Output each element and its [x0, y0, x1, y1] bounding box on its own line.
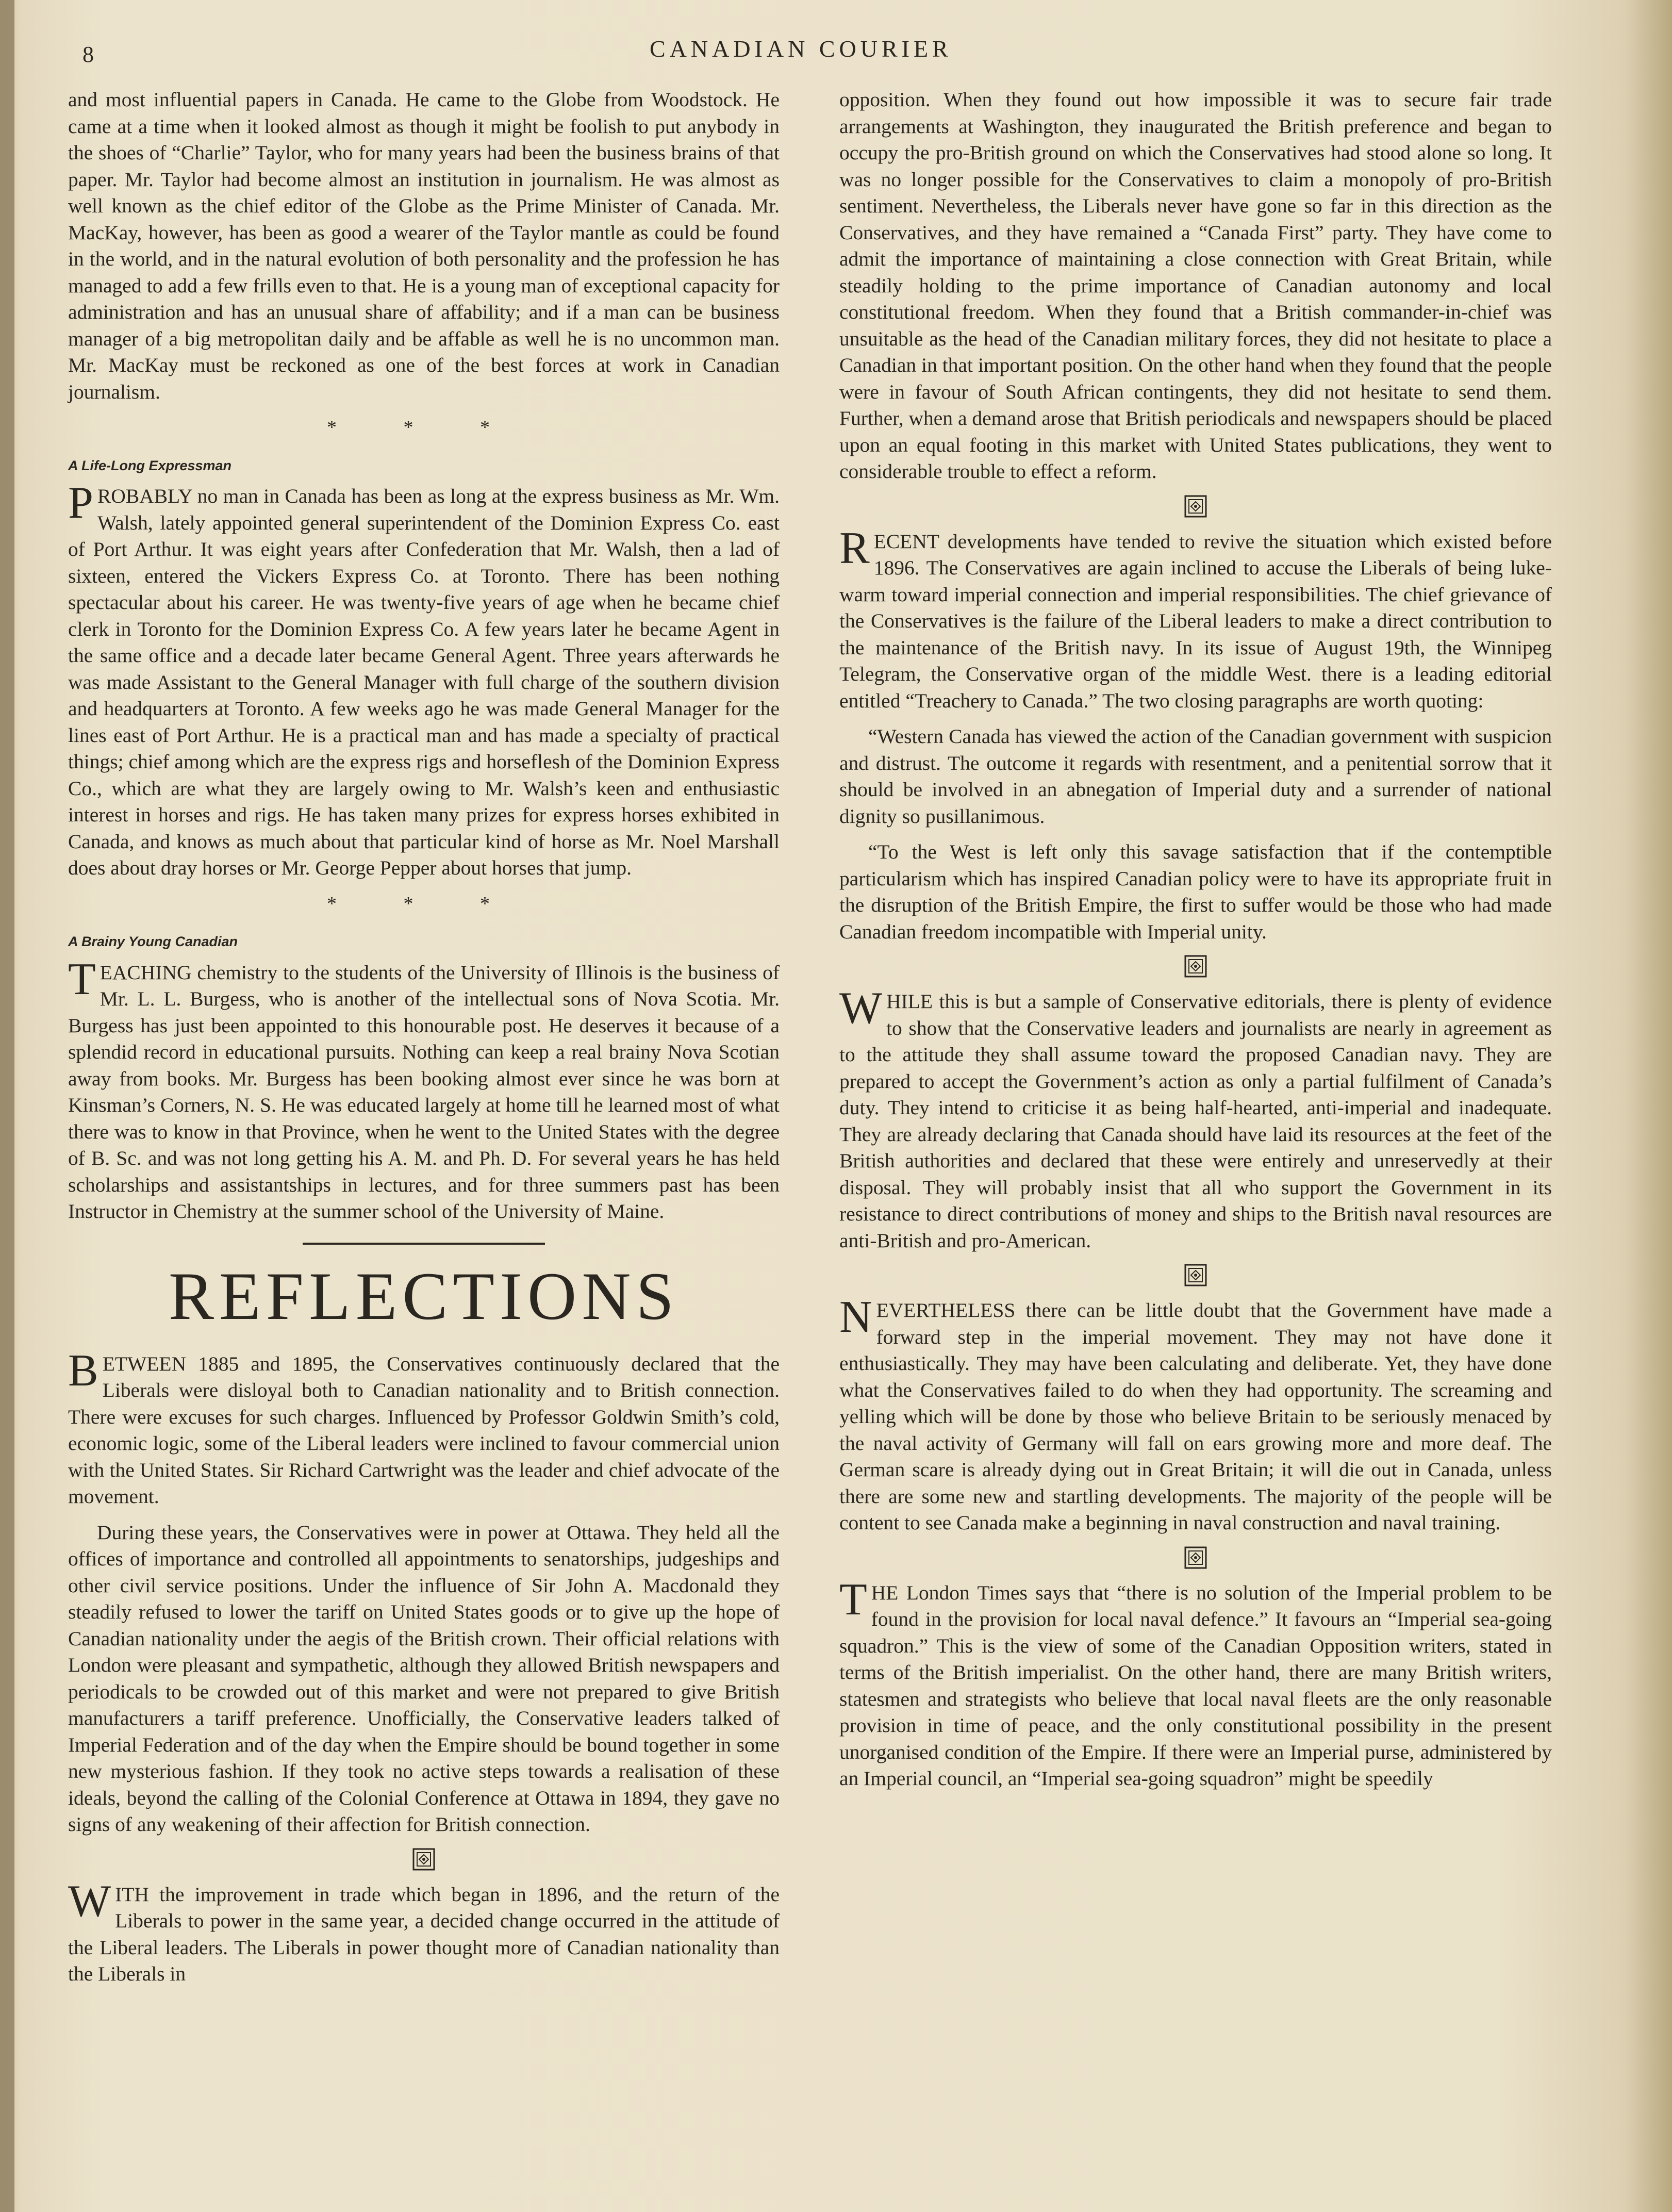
drop-cap: W: [68, 1876, 111, 1926]
right-paragraph-4: [839, 1292, 1552, 1537]
ornament-icon: [839, 1546, 1552, 1574]
left-column: [68, 87, 780, 1997]
right-column: [839, 87, 1552, 1802]
drop-cap: N: [839, 1292, 872, 1342]
drop-cap: T: [839, 1574, 867, 1625]
drop-cap: R: [839, 523, 870, 573]
page-number: 8: [82, 42, 94, 67]
expressman-paragraph: [68, 478, 780, 882]
ornament-icon: [839, 1263, 1552, 1291]
expressman-text: ROBABLY no man in Canada has been as long at the express business as Mr. Wm. Walsh, lately appointed general superintendent of the Dominion Express Co. east of Port Arthur. It was eight years after Confederation that Mr. Walsh, then a lad of sixteen, entered the Vickers Express Co. at Toronto. There has been nothing spectacular about his career. He was twenty-five years of age when he became chief clerk in Toronto for the Dominion Express Co. A few years later he became Agent in the same office and a decade later became General Agent. Three years afterwards he was made Assistant to the General Manager with full charge of the southern division and headquarters at Toronto. A few weeks ago he was made General Manager for the lines east of Port Arthur. He is a practical man and has made a specialty of practical things; chief among which are the express rigs and horseflesh of the Dominion Express Co., which are what they are largely owing to Mr. Walsh’s keen and enthusiastic interest in horses and rigs. He has taken many prizes for express horses exhibited in Canada, and knows as much about that particular kind of horse as Mr. Noel Marshall does about dray horses or Mr. George Pepper about horses that jump.: [68, 485, 780, 879]
right-text-2: ECENT developments have tended to revive the situation which existed before 1896. The Conservatives are again inclined to accuse the Liberals of being luke-warm toward imperial connection and imperial responsibilities. The chief grievance of the Conservatives is the failure of the Liberal leaders to make a direct contribution to the maintenance of the British navy. In its issue of August 19th, the Winnipeg Telegram, the Conservative organ of the middle West. there is a leading editorial entitled “Treachery to Canada.” The two closing paragraphs are worth quoting:: [839, 530, 1552, 712]
section-rule: [303, 1243, 545, 1245]
reflections-text-1: ETWEEN 1885 and 1895, the Conservatives continuously declared that the Liberals were disloyal both to Canadian nationality and to British connection. There were excuses for such charges. Influenced by Professor Goldwin Smith’s cold, economic logic, some of the Liberal leaders were inclined to favour commercial union with the United States. Sir Richard Cartwright was the leader and chief advocate of the movement.: [68, 1352, 780, 1508]
running-head: CANADIAN COURIER: [650, 36, 952, 62]
quote-paragraph-1: “Western Canada has viewed the action of the Canadian government with suspicion and distrust. The outcome it regards with resentment, and a penitential sorrow that it should be involved in an abnegation of Imperial duty and a surrender of national dignity so pusillanimous.: [839, 725, 1552, 828]
subhead-expressman: A Life-Long Expressman: [68, 457, 232, 473]
reflections-paragraph-3: [68, 1876, 780, 1988]
brainy-canadian-paragraph: [68, 954, 780, 1225]
reflections-paragraph-1: [68, 1345, 780, 1510]
section-divider-stars: * * *: [327, 893, 521, 915]
ornament-icon: [839, 954, 1552, 982]
right-paragraph-2: [839, 523, 1552, 715]
right-text-4: EVERTHELESS there can be little doubt that the Government have made a forward step in the imperial movement. They may not have done it enthusiastically. They may have been calculating and deliberate. Yet, they have done what the Conservatives failed to do when they had opportunity. The screaming and yelling which will be done by those who believe Britain to be seriously menaced by the naval activity of Germany will fall on ears growing more and more deaf. The German scare is already dying out in Great Britain; it will die out in Canada, unless there are some new and startling developments. The majority of the people will be content to see Canada make a beginning in naval construction and naval training.: [839, 1299, 1552, 1534]
binding-gutter: [0, 0, 14, 2212]
ornament-icon: [839, 494, 1552, 522]
intro-paragraph: and most influential papers in Canada. He came to the Globe from Woodstock. He came at a time when it looked almost as though it might be foolish to put anybody in the shoes of “Charlie” Taylor, who for many years had been the business brains of that paper. Mr. Taylor had become almost an institution in journalism. He was almost as well known as the chief editor of the Globe as the Prime Minister of Canada. Mr. MacKay, however, has been as good a wearer of the Taylor mantle as could be found in the world, and in the natural evolution of both personality and the profession he has managed to add a few frills even to that. He is a young man of exceptional capacity for administration and has an unusual share of affability; and if a man can be business manager of a big metropolitan daily and be affable as well he is no uncommon man. Mr. MacKay must be reckoned as one of the best forces at work in Canadian journalism.: [68, 88, 780, 403]
subhead-brainy-canadian: A Brainy Young Canadian: [68, 934, 238, 949]
reflections-title: REFLECTIONS: [168, 1258, 680, 1334]
right-paragraph-3: [839, 983, 1552, 1254]
reflections-text-3: ITH the improvement in trade which began in 1896, and the return of the Liberals to power in the same year, a decided change occurred in the attitude of the Liberal leaders. The Liberals in power thought more of Canadian nationality than the Liberals in: [68, 1883, 780, 1985]
drop-cap: W: [839, 983, 883, 1033]
drop-cap: P: [68, 478, 93, 528]
right-paragraph-1: opposition. When they found out how impossible it was to secure fair trade arrangements at Washington, they inaugurated the British preference and began to occupy the pro-British ground on which the Conservatives had stood alone so long. It was no longer possible for the Conservatives to claim a monopoly of pro-British sentiment. Nevertheless, the Liberals never have gone so far in this direction as the Conservatives, and they have remained a “Canada First” party. They have come to admit the importance of maintaining a close connection with Great Britain, while steadily holding to the prime importance of Canadian autonomy and local constitutional freedom. When they found that a British commander-in-chief was unsuitable as the head of the Canadian military forces, they did not hesitate to place a Canadian in that important position. On the other hand when they found that the people were in favour of South African contingents, they did not hesitate to send them. Further, when a demand arose that British periodicals and newspapers should be placed upon an equal footing in this market with United States publications, they went to considerable trouble to effect a reform.: [839, 88, 1552, 483]
quote-paragraph-2: “To the West is left only this savage satisfaction that if the contemptible particularism which has inspired Canadian policy were to have its appropriate fruit in the disruption of the British Empire, the first to suffer would be those who had made Canadian freedom incompatible with Imperial unity.: [839, 840, 1552, 943]
right-paragraph-5: [839, 1574, 1552, 1792]
drop-cap: B: [68, 1345, 98, 1396]
drop-cap: T: [68, 954, 96, 1004]
brainy-canadian-text: EACHING chemistry to the students of the University of Illinois is the business of Mr. L. L. Burgess, who is another of the intellectual sons of Nova Scotia. Mr. Burgess has just been appointed to this honourable post. He deserves it because of a splendid record in educational pursuits. Nothing can keep a real brainy Nova Scotian away from books. Mr. Burgess has been booking almost ever since he was born at Kinsman’s Corners, N. S. He was educated largely at home till he learned most of what there was to know in that Province, when he went to the United States with the degree of B. Sc. and was not long getting his A. M. and Ph. D. For several years he has held scholarships and assistantships in lectures, and for three summers past has been Instructor in Chemistry at the summer school of the University of Maine.: [68, 961, 780, 1223]
ornament-icon: [68, 1847, 780, 1875]
section-divider-stars: * * *: [327, 417, 521, 438]
right-text-5: HE London Times says that “there is no solution of the Imperial problem to be found in the provision for local naval defence.” It favours an “Imperial sea-going squadron.” This is the view of some of the Canadian Opposition writers, stated in terms of the British imperialist. On the other hand, there are many British writers, statesmen and strategists who believe that local naval fleets are the only reasonable provision in time of peace, and the only constitutional possibility in the present unorganised condition of the Empire. If there were an Imperial purse, administered by an Imperial council, an “Imperial sea-going squadron” might be speedily: [839, 1581, 1552, 1790]
editorial-quote: [839, 723, 1552, 945]
right-text-3: HILE this is but a sample of Conservative editorials, there is plenty of evidence to show that the Conservative leaders and journalists are nearly in agreement as to the attitude they shall assume toward the proposed Canadian navy. They are prepared to accept the Government’s action as only a partial fulfilment of Canada’s duty. They intend to criticise it as being half-hearted, anti-imperial and inadequate. They are already declaring that Canada should have laid its resources at the feet of the British authorities and declared that these were entirely and unreservedly at their disposal. They will probably insist that all who support the Government in its resistance to direct contributions of money and ships to the British naval resources are anti-British and pro-American.: [839, 990, 1552, 1252]
reflections-paragraph-2: During these years, the Conservatives were in power at Ottawa. They held all the offices of importance and controlled all appointments to senatorships, judgeships and other civil service positions. Under the influence of Sir John A. Macdonald they steadily refused to lower the tariff on United States goods or to give up the hope of Canadian nationality under the aegis of the British crown. Their official relations with London were pleasant and sympathetic, although they allowed British newspapers and periodicals to be crowded out of this market and were not prepared to give British manufacturers a tariff preference. Unofficially, the Conservative leaders talked of Imperial Federation and of the day when the Empire should be bound together in some new mysterious fashion. If they took no active steps towards a realisation of these ideals, beyond the calling of the Colonial Conference at Ottawa in 1894, they gave no signs of any weakening of their affection for British connection.: [68, 1521, 780, 1836]
